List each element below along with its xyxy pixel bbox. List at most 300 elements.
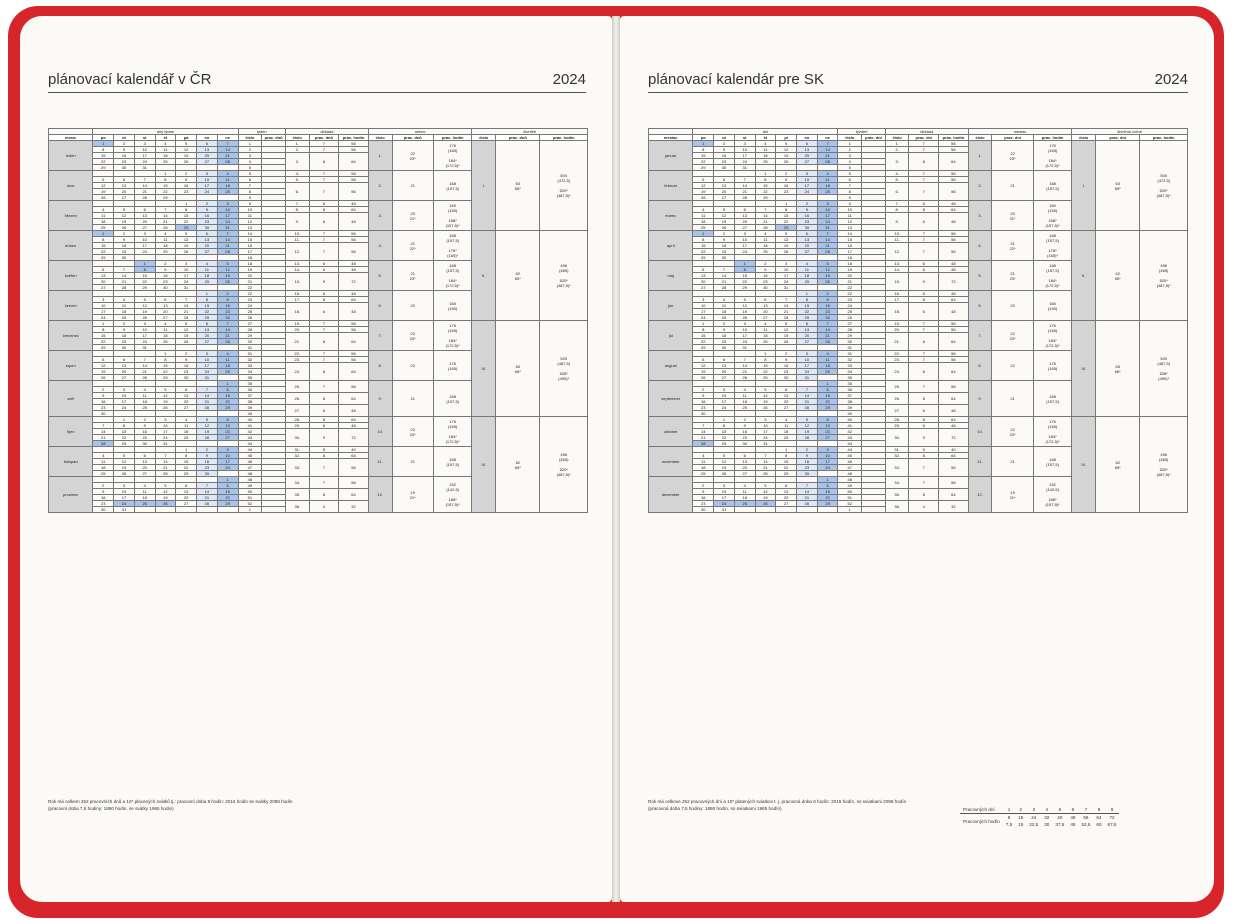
- column-header: po: [93, 135, 114, 141]
- day-cell: 16: [196, 459, 217, 465]
- workhours-value: 24 22,5: [1029, 815, 1039, 827]
- day-cell: 9: [114, 147, 135, 153]
- day-cell: 28: [734, 375, 755, 381]
- day-cell: 19: [114, 219, 135, 225]
- column-header: prac. dní: [1096, 135, 1140, 141]
- month-workdays: 22 23*: [992, 417, 1033, 447]
- month-workdays: 21: [992, 381, 1033, 417]
- month-workhours: 176 (165) 184* (172,5)*: [433, 141, 471, 171]
- day-cell: 8: [693, 147, 714, 153]
- day-cell: 21: [217, 243, 238, 249]
- decade-workdays: 6: [909, 405, 939, 417]
- column-header: prac. dnů: [309, 135, 339, 141]
- day-cell: 26: [93, 195, 114, 201]
- day-cell: 8: [734, 267, 755, 273]
- group-header: dekáda: [885, 129, 968, 135]
- day-cell: 6: [797, 321, 818, 327]
- week-number: 28: [838, 327, 862, 333]
- week-number: 14: [838, 231, 862, 237]
- decade-number: 13.: [285, 261, 309, 267]
- day-cell: 23: [776, 369, 797, 375]
- month-number: 12.: [368, 477, 392, 513]
- day-cell: 12: [693, 183, 714, 189]
- decade-workdays: 8: [309, 363, 339, 381]
- decade-number: 25.: [285, 381, 309, 393]
- month-number: 5.: [368, 261, 392, 291]
- decade-number: 14.: [285, 267, 309, 273]
- day-cell: 21: [155, 465, 176, 471]
- day-cell: 24: [755, 435, 776, 441]
- month-name: jún: [649, 291, 693, 321]
- week-number: 33: [838, 363, 862, 369]
- day-cell: 23: [776, 189, 797, 195]
- day-cell: 10: [734, 327, 755, 333]
- column-header: po: [693, 135, 714, 141]
- month-workdays: 22 23*: [392, 417, 433, 447]
- day-cell: 12: [176, 237, 197, 243]
- day-cell: 10: [134, 327, 155, 333]
- day-cell: [217, 507, 238, 513]
- day-cell: 23: [817, 309, 838, 315]
- day-cell: 8: [155, 357, 176, 363]
- decade-number: 2.: [885, 147, 909, 153]
- decade-workdays: 7: [909, 357, 939, 363]
- week-number: 27: [238, 321, 262, 327]
- day-cell: 26: [714, 225, 735, 231]
- day-cell: 31: [134, 165, 155, 171]
- decade-number: 16.: [285, 291, 309, 297]
- day-cell: [817, 507, 838, 513]
- decade-workdays: 7: [309, 237, 339, 243]
- week-number: 31: [238, 345, 262, 351]
- day-cell: 23: [93, 405, 114, 411]
- decade-number: 25.: [885, 381, 909, 393]
- month-name: červen: [49, 291, 93, 321]
- day-cell: 21: [755, 465, 776, 471]
- decade-workdays: 8: [909, 393, 939, 405]
- day-cell: 3: [196, 351, 217, 357]
- day-cell: 1: [155, 171, 176, 177]
- day-cell: 2: [776, 351, 797, 357]
- decade-number: 15.: [885, 273, 909, 291]
- day-cell: 25: [155, 159, 176, 165]
- month-name: november: [649, 447, 693, 477]
- month-number: 7.: [968, 321, 992, 351]
- day-cell: 30: [776, 375, 797, 381]
- day-cell: 15: [196, 303, 217, 309]
- day-cell: 13: [134, 213, 155, 219]
- decade-workhours: 32: [339, 501, 369, 513]
- day-cell: 14: [755, 213, 776, 219]
- day-cell: 7: [734, 357, 755, 363]
- day-cell: 4: [217, 351, 238, 357]
- day-cell: 18: [734, 399, 755, 405]
- workdays-value: 8: [1093, 806, 1104, 814]
- day-cell: 9: [196, 453, 217, 459]
- day-cell: 3: [114, 483, 135, 489]
- day-cell: 19: [714, 465, 735, 471]
- day-cell: 30: [155, 285, 176, 291]
- group-header: dni: [693, 129, 838, 135]
- day-cell: 8: [755, 357, 776, 363]
- day-cell: 20: [797, 243, 818, 249]
- workhours-value: 56 52,5: [1081, 815, 1091, 827]
- day-cell: 9: [714, 147, 735, 153]
- day-cell: 3: [734, 231, 755, 237]
- day-cell: 9: [93, 489, 114, 495]
- day-cell: 24: [817, 219, 838, 225]
- group-header: mesiac: [968, 129, 1072, 135]
- day-cell: 26: [693, 375, 714, 381]
- day-cell: 3: [817, 201, 838, 207]
- day-cell: 20: [714, 189, 735, 195]
- day-cell: 2: [797, 201, 818, 207]
- decade-number: 9.: [885, 213, 909, 231]
- month-workhours: 160 (150): [1033, 291, 1072, 321]
- week-number: 36: [838, 387, 862, 393]
- decade-workhours: 64: [339, 489, 369, 501]
- day-cell: 30: [114, 165, 135, 171]
- month-name: červenec: [49, 321, 93, 351]
- day-cell: 2: [93, 483, 114, 489]
- week-number: 1: [238, 141, 262, 147]
- day-cell: 20: [196, 243, 217, 249]
- week-number: 8: [838, 189, 862, 195]
- day-cell: 31: [817, 225, 838, 231]
- decade-workhours: 56: [939, 177, 969, 183]
- decade-workdays: 7: [309, 381, 339, 393]
- week-workdays: [262, 507, 286, 513]
- week-number: 16: [838, 243, 862, 249]
- day-cell: 17: [155, 429, 176, 435]
- day-cell: 18: [93, 465, 114, 471]
- decade-workdays: 7: [909, 381, 939, 393]
- decade-workdays: 7: [909, 147, 939, 153]
- day-cell: 22: [155, 369, 176, 375]
- week-number: 11: [838, 213, 862, 219]
- decade-workhours: 64: [939, 207, 969, 213]
- day-cell: 28: [217, 339, 238, 345]
- day-cell: 16: [714, 153, 735, 159]
- day-cell: 22: [93, 339, 114, 345]
- day-cell: 17: [817, 213, 838, 219]
- day-cell: 8: [817, 387, 838, 393]
- day-cell: 11: [155, 327, 176, 333]
- day-cell: 3: [734, 141, 755, 147]
- day-cell: 14: [217, 147, 238, 153]
- day-cell: 11: [93, 213, 114, 219]
- day-cell: 26: [155, 405, 176, 411]
- day-cell: 9: [155, 267, 176, 273]
- decade-number: 23.: [885, 357, 909, 363]
- day-cell: 11: [714, 303, 735, 309]
- decade-workhours: 56: [939, 243, 969, 261]
- decade-number: 27.: [285, 405, 309, 417]
- day-cell: 3: [797, 351, 818, 357]
- day-cell: 29: [797, 315, 818, 321]
- day-cell: 22: [217, 495, 238, 501]
- column-header: číslo: [1072, 135, 1096, 141]
- day-cell: 20: [134, 465, 155, 471]
- day-cell: 1: [776, 201, 797, 207]
- day-cell: 6: [776, 483, 797, 489]
- week-number: 52: [838, 501, 862, 507]
- day-cell: 19: [217, 273, 238, 279]
- day-cell: 19: [755, 495, 776, 501]
- day-cell: 21: [155, 219, 176, 225]
- month-name: marec: [649, 201, 693, 231]
- week-number: 37: [238, 393, 262, 399]
- week-number: 7: [838, 183, 862, 189]
- month-number: 11.: [368, 447, 392, 477]
- month-workdays: 19 21*: [392, 477, 433, 513]
- day-cell: 8: [797, 297, 818, 303]
- day-cell: 6: [217, 417, 238, 423]
- day-cell: 23: [134, 435, 155, 441]
- day-cell: 30: [176, 375, 197, 381]
- decade-workdays: 7: [309, 183, 339, 201]
- day-cell: 6: [155, 297, 176, 303]
- group-header: čtvrtletí: [472, 129, 588, 135]
- decade-number: 13.: [885, 261, 909, 267]
- day-cell: 28: [134, 375, 155, 381]
- day-cell: 1: [93, 231, 114, 237]
- day-cell: 19: [817, 273, 838, 279]
- day-cell: 12: [217, 267, 238, 273]
- day-cell: 5: [155, 483, 176, 489]
- day-cell: 7: [217, 141, 238, 147]
- workhours-value: 8 7,5: [1005, 815, 1013, 827]
- day-cell: 17: [217, 213, 238, 219]
- day-cell: 27: [134, 471, 155, 477]
- day-cell: [755, 507, 776, 513]
- day-cell: 19: [134, 309, 155, 315]
- day-cell: 27: [693, 285, 714, 291]
- day-cell: 14: [734, 183, 755, 189]
- day-cell: 4: [134, 483, 155, 489]
- decade-number: 7.: [285, 201, 309, 207]
- decade-workdays: 7: [309, 177, 339, 183]
- decade-number: 15.: [285, 273, 309, 291]
- decade-number: 5.: [885, 177, 909, 183]
- day-cell: 10: [134, 237, 155, 243]
- day-cell: 18: [155, 243, 176, 249]
- month-number: 11.: [968, 447, 992, 477]
- month-name: listopad: [49, 447, 93, 477]
- day-cell: 12: [134, 303, 155, 309]
- day-cell: 25: [776, 435, 797, 441]
- day-cell: 5: [693, 177, 714, 183]
- day-cell: 22: [817, 399, 838, 405]
- quarter-workdays: 63 65*: [496, 141, 540, 231]
- day-cell: 27: [196, 159, 217, 165]
- week-number: 45: [838, 453, 862, 459]
- day-cell: 8: [217, 387, 238, 393]
- week-number: 38: [238, 399, 262, 405]
- day-cell: 11: [755, 237, 776, 243]
- day-cell: 6: [797, 141, 818, 147]
- week-number: 44: [838, 447, 862, 453]
- day-cell: 9: [776, 357, 797, 363]
- decade-workhours: 64: [339, 207, 369, 213]
- day-cell: 21: [776, 309, 797, 315]
- month-number: 9.: [368, 381, 392, 417]
- day-cell: 2: [114, 141, 135, 147]
- day-cell: 13: [817, 423, 838, 429]
- week-number: 21: [838, 279, 862, 285]
- decade-workdays: 8: [309, 489, 339, 501]
- week-number: 31: [238, 351, 262, 357]
- day-cell: 31: [176, 285, 197, 291]
- decade-workhours: 48: [339, 423, 369, 429]
- day-cell: 9: [114, 237, 135, 243]
- day-cell: 3: [93, 297, 114, 303]
- day-cell: 29: [196, 315, 217, 321]
- week-number: 9: [238, 201, 262, 207]
- decade-workhours: 40: [939, 447, 969, 453]
- day-cell: 28: [93, 441, 114, 447]
- day-cell: 10: [155, 423, 176, 429]
- day-cell: 26: [693, 195, 714, 201]
- day-cell: 11: [196, 267, 217, 273]
- decade-workdays: 6: [309, 201, 339, 207]
- day-cell: 20: [176, 399, 197, 405]
- workhours-value: 48 45: [1070, 815, 1076, 827]
- week-number: 49: [238, 483, 262, 489]
- quarter-workdays: 65 66*: [1096, 321, 1140, 417]
- day-cell: 25: [734, 405, 755, 411]
- week-number: 24: [838, 303, 862, 309]
- day-cell: 8: [693, 327, 714, 333]
- decade-number: 35.: [285, 489, 309, 501]
- day-cell: 28: [693, 441, 714, 447]
- month-workdays: 21 22*: [992, 231, 1033, 261]
- decade-workdays: 7: [309, 243, 339, 261]
- day-cell: 20: [176, 495, 197, 501]
- day-cell: 27: [797, 159, 818, 165]
- day-cell: 26: [776, 159, 797, 165]
- decade-workhours: 64: [339, 393, 369, 405]
- quarter-workhours: 496 (465) 520* (487,5)*: [540, 417, 588, 513]
- day-cell: 3: [196, 171, 217, 177]
- day-cell: 19: [776, 333, 797, 339]
- decade-number: 26.: [285, 393, 309, 405]
- day-cell: 13: [797, 147, 818, 153]
- decade-number: 30.: [285, 429, 309, 447]
- day-cell: 1: [693, 231, 714, 237]
- day-cell: 6: [755, 297, 776, 303]
- day-cell: 16: [114, 153, 135, 159]
- day-cell: 21: [134, 189, 155, 195]
- day-cell: 11: [817, 357, 838, 363]
- day-cell: 14: [217, 327, 238, 333]
- decade-workdays: 4: [909, 501, 939, 513]
- decade-workhours: 48: [939, 291, 969, 297]
- day-cell: 6: [693, 267, 714, 273]
- month-number: 3.: [968, 201, 992, 231]
- day-cell: 11: [817, 177, 838, 183]
- week-number: 17: [838, 249, 862, 255]
- week-number: 11: [238, 213, 262, 219]
- day-cell: 6: [134, 453, 155, 459]
- day-cell: 19: [176, 243, 197, 249]
- day-cell: 1: [817, 477, 838, 483]
- day-cell: 6: [714, 177, 735, 183]
- day-cell: 11: [797, 267, 818, 273]
- decade-workhours: 56: [939, 381, 969, 393]
- day-cell: 9: [134, 423, 155, 429]
- column-header: mesíc: [49, 135, 93, 141]
- decade-number: 12.: [885, 243, 909, 261]
- day-cell: 12: [797, 423, 818, 429]
- month-name: december: [649, 477, 693, 513]
- day-cell: 26: [114, 225, 135, 231]
- day-cell: 30: [196, 225, 217, 231]
- week-number: 8: [238, 189, 262, 195]
- decade-number: 29.: [885, 423, 909, 429]
- day-cell: 14: [776, 303, 797, 309]
- day-cell: 6: [734, 453, 755, 459]
- week-number: 18: [838, 255, 862, 261]
- week-number: 34: [238, 369, 262, 375]
- day-cell: 27: [176, 501, 197, 507]
- day-cell: 16: [693, 399, 714, 405]
- decade-workhours: 56: [339, 321, 369, 327]
- page-year: 2024: [1154, 71, 1188, 88]
- day-cell: 11: [693, 213, 714, 219]
- day-cell: 13: [217, 423, 238, 429]
- decade-workdays: 7: [309, 171, 339, 177]
- day-cell: 13: [155, 303, 176, 309]
- day-cell: 30: [217, 315, 238, 321]
- day-cell: 31: [797, 375, 818, 381]
- month-number: 8.: [368, 351, 392, 381]
- day-cell: 5: [755, 483, 776, 489]
- decade-workdays: 7: [909, 177, 939, 183]
- week-number: 38: [838, 399, 862, 405]
- month-number: 6.: [368, 291, 392, 321]
- decade-workdays: 7: [309, 141, 339, 147]
- decade-workhours: 56: [339, 357, 369, 363]
- day-cell: 16: [693, 495, 714, 501]
- day-cell: 25: [714, 315, 735, 321]
- decade-workdays: 8: [309, 393, 339, 405]
- day-cell: 18: [114, 309, 135, 315]
- month-name: únor: [49, 171, 93, 201]
- decade-workhours: 64: [339, 297, 369, 303]
- decade-number: 28.: [885, 417, 909, 423]
- day-cell: 8: [714, 423, 735, 429]
- day-cell: 17: [714, 495, 735, 501]
- day-cell: 13: [797, 237, 818, 243]
- day-cell: 30: [134, 441, 155, 447]
- decade-number: 18.: [285, 303, 309, 321]
- day-cell: 23: [155, 279, 176, 285]
- day-cell: 28: [196, 405, 217, 411]
- week-number: 13: [838, 225, 862, 231]
- decade-workhours: 48: [339, 213, 369, 231]
- day-cell: 22: [797, 309, 818, 315]
- day-cell: 8: [155, 177, 176, 183]
- week-number: 40: [838, 411, 862, 417]
- decade-workdays: 7: [309, 357, 339, 363]
- decade-workhours: 56: [339, 477, 369, 489]
- day-cell: 13: [776, 393, 797, 399]
- day-cell: 14: [196, 489, 217, 495]
- day-cell: 13: [196, 327, 217, 333]
- quarter-number: IV.: [1072, 417, 1096, 513]
- week-number: 51: [238, 495, 262, 501]
